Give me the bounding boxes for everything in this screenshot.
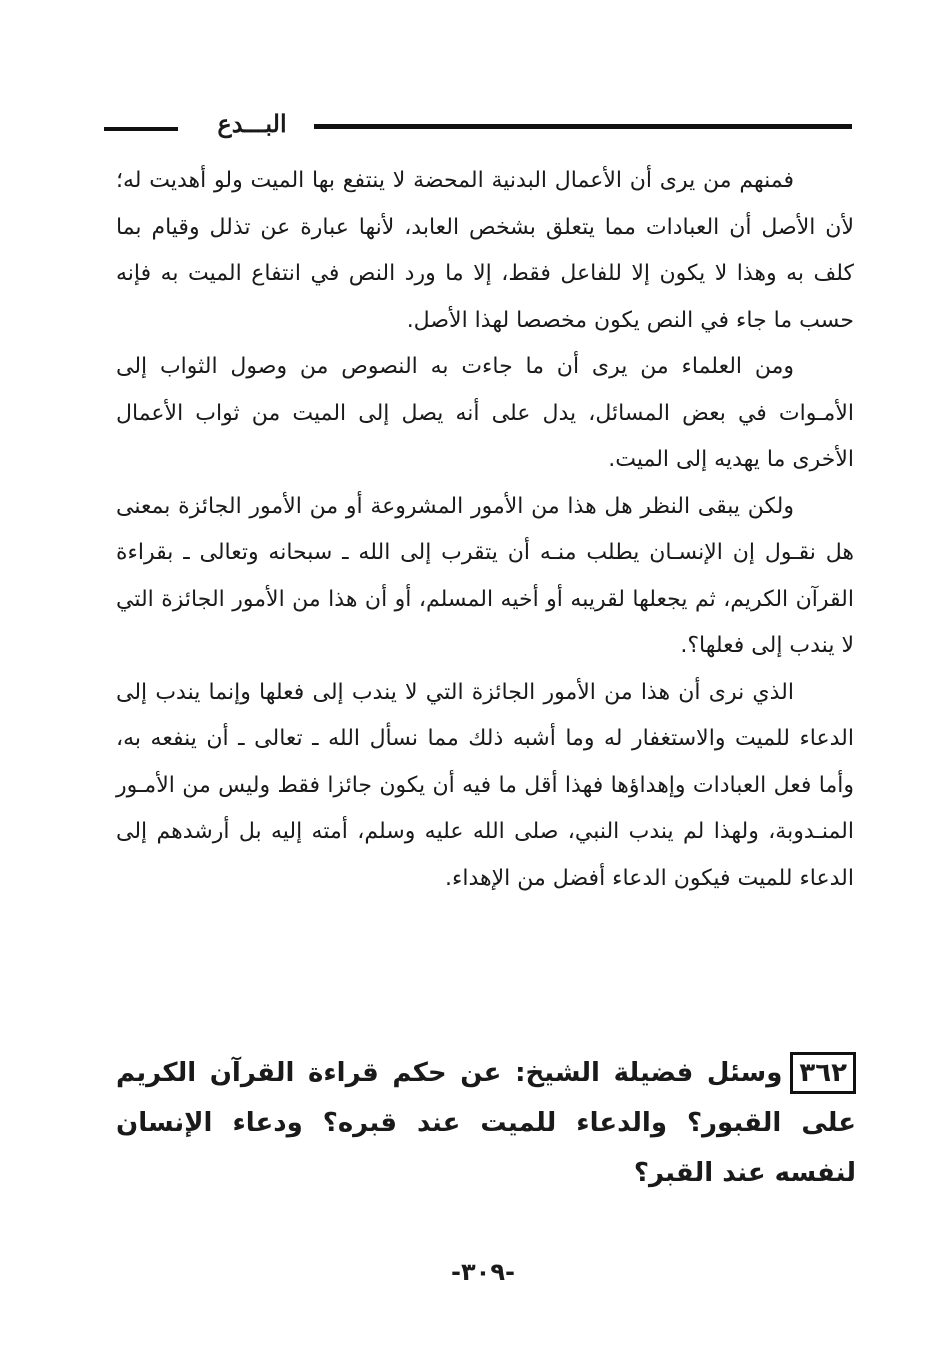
body-text (116, 158, 854, 902)
paragraph-4: الذي نرى أن هذا من الأمور الجائزة التي لا يندب إلى فعلها وإنما يندب إلى الدعاء للميت والاستغفار له وما أشبه ذلك مما نسأل الله ـ تعالى ـ أن ينفعه به، وأما فعل العبادات وإهداؤها فهذا أقل ما فيه أن يكون جائزا فقط وليس من الأمـور المنـدوبة، ولهذا لم يندب النبي، صلى الله عليه وسلم، أمته إليه بل أرشدهم إلى الدعاء للميت فيكون الدعاء أفضل من الإهداء. (116, 679, 854, 891)
question-text: وسئل فضيلة الشيخ: عن حكم قراءة القرآن الكريم على القبور؟ والدعاء للميت عند قبره؟ ودعاء الإنسان لنفسه عند القبر؟ (116, 1058, 856, 1188)
header-rule-left (104, 127, 178, 131)
header-rule-right (314, 124, 852, 129)
question-block (116, 1048, 856, 1198)
question-number: ٣٦٢ (790, 1052, 856, 1094)
page-number: -٣٠٩- (451, 1258, 515, 1286)
paragraph-2: ومن العلماء من يرى أن ما جاءت به النصوص من وصول الثواب إلى الأمـوات في بعض المسائل، يدل على أنه يصل إلى الميت من ثواب الأعمال الأخرى ما يهديه إلى الميت. (116, 354, 854, 472)
running-header (100, 108, 852, 144)
paragraph-3: ولكن يبقى النظر هل هذا من الأمور المشروعة أو من الأمور الجائزة بمعنى هل نقـول إن الإنسـان يطلب منـه أن يتقرب إلى الله ـ سبحانه وتعالى ـ بقراءة القرآن الكريم، ثم يجعلها لقريبه أو أخيه المسلم، أو أن هذا من الأمور الجائزة التي لا يندب إلى فعلها؟. (116, 493, 854, 658)
paragraph-1: فمنهم من يرى أن الأعمال البدنية المحضة لا ينتفع بها الميت ولو أهديت له؛ لأن الأصل أن العبادات مما يتعلق بشخص العابد، لأنها عبارة عن تذلل وقيام بما كلف به وهذا لا يكون إلا للفاعل فقط، إلا ما ورد النص في انتفاع الميت به فإنه حسب ما جاء في النص يكون مخصصا لهذا الأصل. (116, 168, 854, 333)
header-title: البـــدع (217, 109, 287, 138)
